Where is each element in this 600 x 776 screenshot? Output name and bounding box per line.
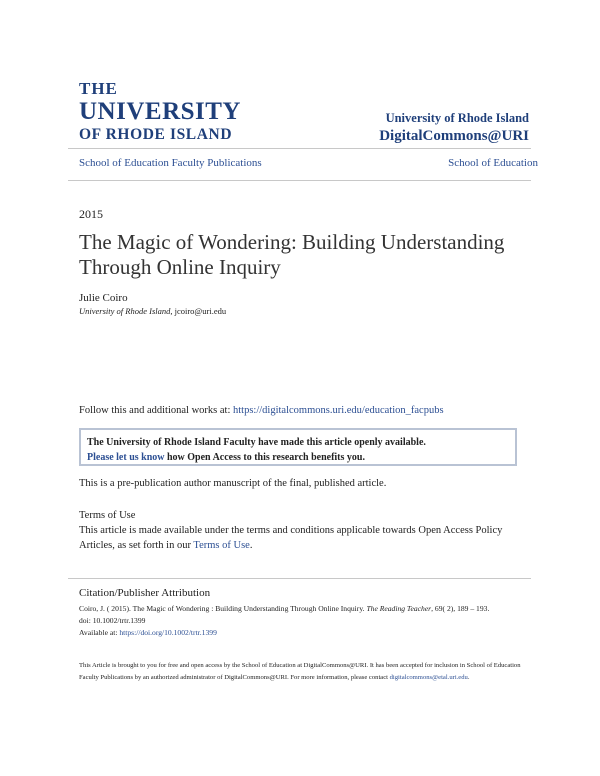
citation-divider xyxy=(68,578,531,579)
terms-body: This article is made available under the terms and conditions applicable towards Open Access Policy Articles, as set forth in our xyxy=(79,525,503,551)
notice-line2-text: how Open Access to this research benefits you. xyxy=(164,452,365,463)
header-divider-top xyxy=(68,148,531,149)
logo-rhode-island: OF RHODE ISLAND xyxy=(79,126,233,143)
terms-heading: Terms of Use xyxy=(79,510,136,521)
doi-link[interactable]: https://doi.org/10.1002/trtr.1399 xyxy=(119,628,217,637)
logo-university: UNIVERSITY xyxy=(79,98,241,125)
footer-note xyxy=(79,660,529,683)
footer-text: This Article is brought to you for free and open access by the School of Education at DigitalCommons@URI. It has been accepted for inclusion in School of Education Faculty Publications by an authorized administrator of DigitalCommons@URI. For more information, please contact xyxy=(79,662,521,681)
follow-text: Follow this and additional works at: xyxy=(79,405,233,416)
affiliation-institution: University of Rhode Island xyxy=(79,306,171,316)
terms-end: . xyxy=(249,540,253,551)
logo-the: THE xyxy=(79,79,118,98)
author-name: Julie Coiro xyxy=(79,292,128,304)
header-divider-bottom xyxy=(68,180,531,181)
article-title: The Magic of Wondering: Building Understanding Through Online Inquiry xyxy=(79,230,505,279)
notice-line2 xyxy=(87,450,509,465)
department-link[interactable]: School of Education xyxy=(448,157,538,169)
citation-journal: The Reading Teacher xyxy=(366,604,432,613)
repository-line1: University of Rhode Island xyxy=(385,111,529,125)
citation-authors-title: Coiro, J. ( 2015). The Magic of Wondering : Building Understanding Through Online Inquiry. xyxy=(79,604,367,613)
prepublication-note: This is a pre-publication author manuscript of the final, published article. xyxy=(79,478,387,489)
publication-year: 2015 xyxy=(79,207,103,221)
repository-branding[interactable] xyxy=(379,111,529,145)
footer-end: . xyxy=(467,673,470,681)
citation-available xyxy=(79,627,539,639)
terms-text xyxy=(79,523,529,553)
collection-url-link[interactable]: https://digitalcommons.uri.edu/education_facpubs xyxy=(233,405,444,416)
feedback-link[interactable]: Please let us know xyxy=(87,452,165,463)
terms-of-use-link[interactable]: Terms of Use xyxy=(193,540,250,551)
citation-volume-pages: , 69( 2), 189 – 193. xyxy=(431,604,490,613)
citation-doi: doi: 10.1002/trtr.1399 xyxy=(79,616,146,625)
author-affiliation xyxy=(79,306,226,316)
affiliation-email: , jcoiro@uri.edu xyxy=(170,306,227,316)
available-label: Available at: xyxy=(79,628,120,637)
notice-line1: The University of Rhode Island Faculty have made this article openly available. xyxy=(87,437,426,448)
contact-email-link[interactable]: digitalcommons@etal.uri.edu xyxy=(389,673,468,681)
citation-line1 xyxy=(79,603,539,615)
open-access-notice xyxy=(79,428,517,466)
repository-line2: DigitalCommons@URI xyxy=(379,128,529,144)
collection-link[interactable]: School of Education Faculty Publications xyxy=(79,157,262,169)
follow-line xyxy=(79,405,444,416)
university-logo xyxy=(79,80,241,143)
citation-block xyxy=(79,603,539,639)
citation-heading: Citation/Publisher Attribution xyxy=(79,587,211,599)
